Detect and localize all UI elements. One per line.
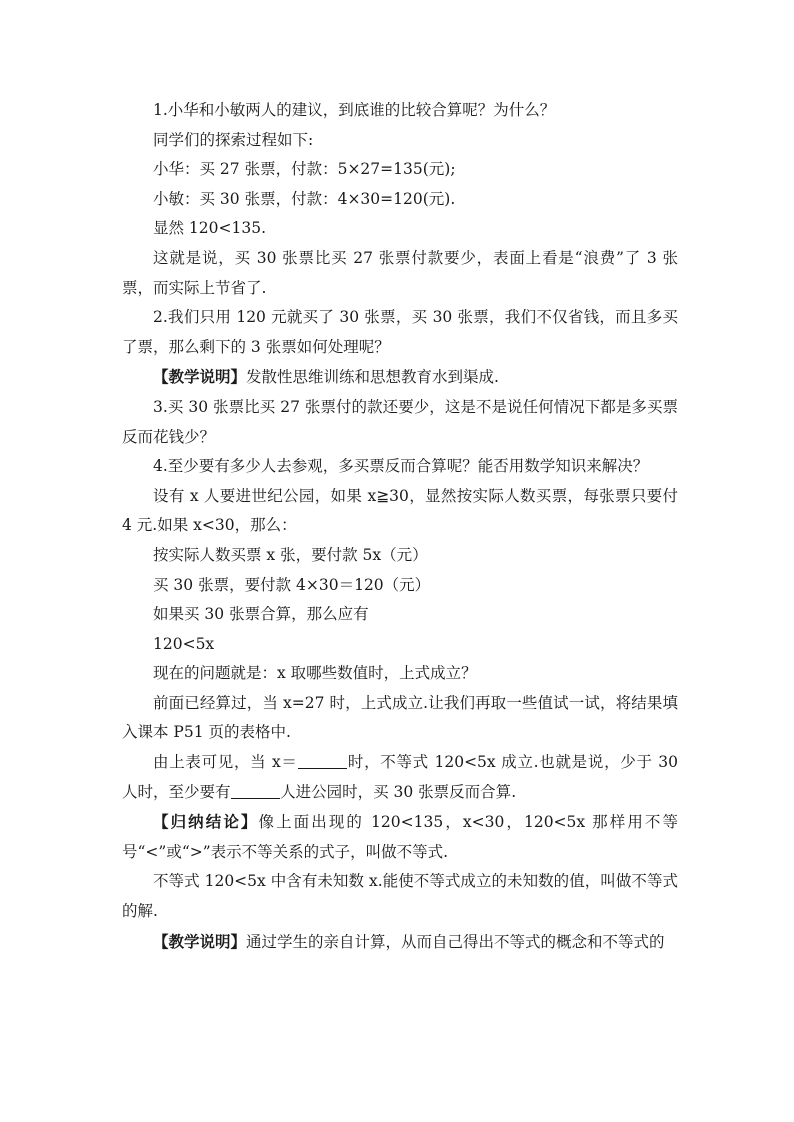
table-result-part-b: 时，不等式 120<5x 成立.也就是说，少于 30 人时，至少要有 (122, 753, 678, 801)
document-page (122, 96, 678, 957)
xiaomin-calc: 小敏：买 30 张票，付款：4×30=120(元). (153, 189, 456, 208)
question-1: 1.小华和小敏两人的建议，到底谁的比较合算呢？为什么？ (153, 101, 556, 119)
buy30-payment: 买 30 张票，要付款 4×30＝120（元） (153, 575, 431, 594)
solution-definition: 不等式 120<5x 中含有未知数 x.能使不等式成立的未知数的值，叫做不等式的解. (122, 872, 678, 921)
teaching-note-1-text: 发散性思维训练和思想教育水到渠成. (246, 368, 499, 387)
conclusion-tag: 【归纳结论】 (153, 812, 259, 832)
teaching-note-1 (122, 362, 678, 393)
question-3: 3.买 30 张票比买 27 张票付的款还要少，这是不是说任何情况下都是多买票反而花钱少？ (122, 397, 678, 446)
table-result-part-a: 由上表可见，当 x＝ (153, 753, 298, 772)
suppose-paragraph: 设有 x 人要进世纪公园，如果 x≧30，显然按实际人数买票，每张票只要付 4 元.如果 x<30，那么： (122, 486, 678, 535)
question-4: 4.至少要有多少人去参观，多买票反而合算呢？能否用数学知识来解决？ (153, 457, 649, 476)
teaching-note-2 (122, 927, 678, 958)
conclusion-text: 像上面出现的 120<135，x<30，120<5x 那样用不等号“<”或“>”表示不等关系的式子，叫做不等式. (122, 813, 678, 861)
conclusion (122, 807, 678, 867)
inequality: 120<5x (153, 634, 215, 653)
actual-payment: 按实际人数买票 x 张，要付款 5x（元） (153, 545, 428, 564)
problem-statement: 现在的问题就是：x 取哪些数值时，上式成立？ (153, 664, 477, 683)
try-values: 前面已经算过，当 x=27 时，上式成立.让我们再取一些值试一试，将结果填入课本 P51 页的表格中. (122, 693, 678, 742)
teaching-note-2-text: 通过学生的亲自计算，从而自己得出不等式的概念和不等式的 (246, 932, 665, 951)
teaching-note-2-tag: 【教学说明】 (153, 931, 247, 951)
table-result-part-c: 人进公园时，买 30 张票反而合算. (280, 782, 517, 801)
teaching-note-1-tag: 【教学说明】 (153, 367, 247, 387)
table-result (122, 748, 678, 807)
answer-blank-1 (298, 753, 348, 770)
comparison: 显然 120<135. (153, 219, 267, 238)
explanation: 这就是说，买 30 张票比买 27 张票付款要少，表面上看是“浪费”了 3 张票，而实际上节省了. (122, 248, 678, 297)
question-2: 2.我们只用 120 元就买了 30 张票，买 30 张票，我们不仅省钱，而且多买了票，那么剩下的 3 张票如何处理呢？ (122, 308, 678, 356)
explore-intro: 同学们的探索过程如下: (153, 130, 314, 149)
if-buy30: 如果买 30 张票合算，那么应有 (153, 605, 369, 624)
answer-blank-2 (231, 782, 281, 799)
xiaohua-calc: 小华：买 27 张票，付款：5×27=135(元); (153, 160, 456, 179)
